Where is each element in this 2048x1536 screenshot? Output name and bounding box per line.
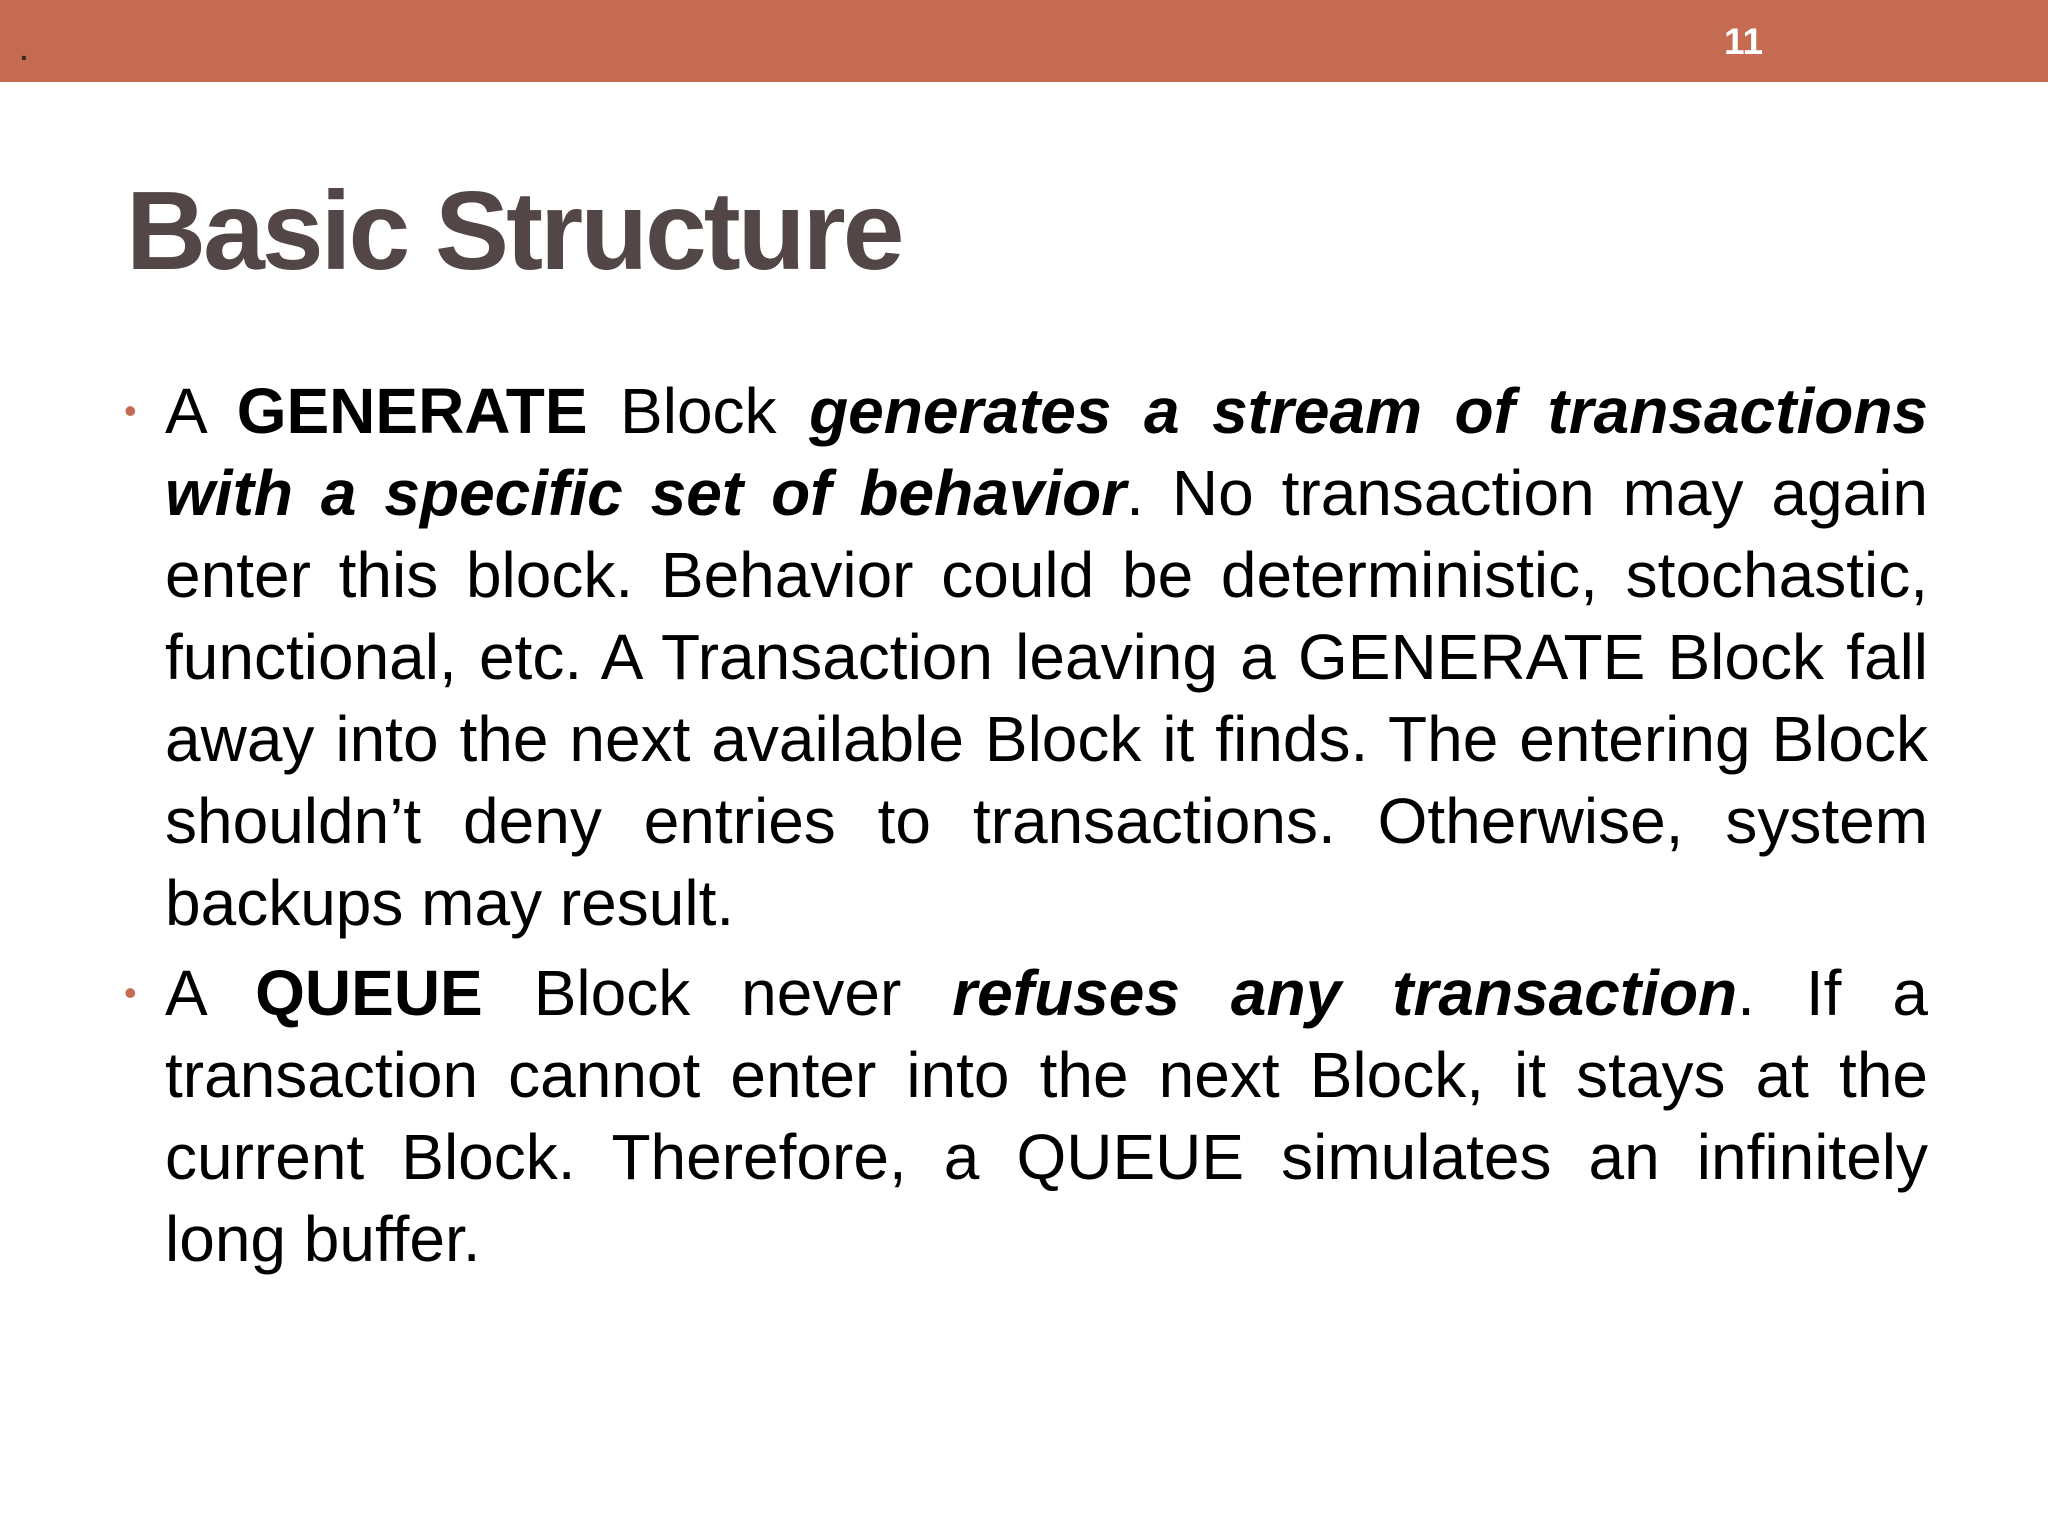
text-segment: A bbox=[165, 957, 256, 1029]
slide-title: Basic Structure bbox=[126, 169, 902, 293]
bullet-item-generate bbox=[122, 370, 1928, 944]
keyword-generate: GENERATE bbox=[236, 375, 588, 447]
bullet-list bbox=[122, 370, 1928, 1288]
header-marker: . bbox=[20, 35, 28, 66]
text-segment: . No transaction may again enter this block. Behavior could be deterministic, stochastic, functional, etc. A Transaction leaving a GENERATE Block fall away into the next available Block it finds. The entering Block shouldn’t deny entries to transactions. Otherwise, system backups may result. bbox=[165, 457, 1929, 939]
text-segment: . If a transaction cannot enter into the next Block, it stays at the current Block. Therefore, a QUEUE simulates an infinitely long buffer. bbox=[165, 957, 1929, 1275]
bullet-item-queue bbox=[122, 952, 1928, 1280]
emphasis-phrase: refuses any transaction bbox=[952, 957, 1738, 1029]
text-segment: A bbox=[165, 375, 237, 447]
header-bar bbox=[0, 0, 2048, 82]
text-segment: Block bbox=[587, 375, 810, 447]
keyword-queue: QUEUE bbox=[255, 957, 483, 1029]
page-number: 11 bbox=[1724, 21, 1764, 62]
text-segment: Block never bbox=[482, 957, 953, 1029]
emphasis-phrase: generates a stream of transactions with a specific set of behavior bbox=[165, 375, 1929, 529]
bullet-dot-icon: • bbox=[124, 972, 137, 1013]
bullet-dot-icon: • bbox=[124, 390, 137, 431]
